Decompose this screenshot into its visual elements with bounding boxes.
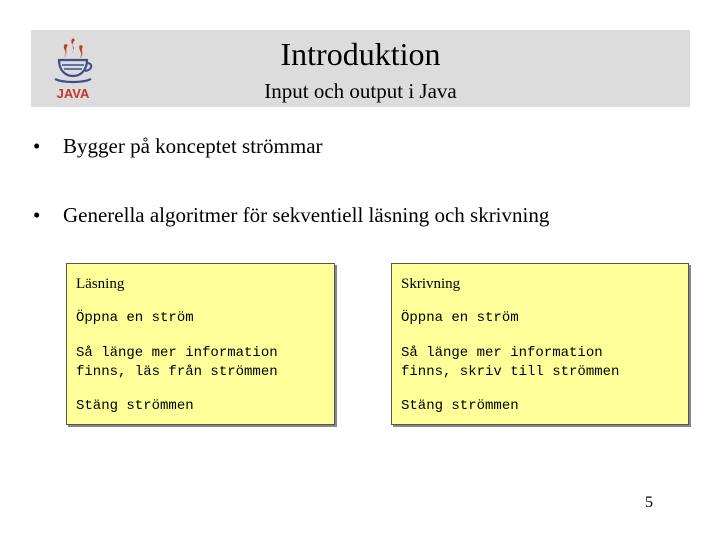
writing-step-open: Öppna en ström xyxy=(401,310,519,326)
bullet-item xyxy=(33,202,549,228)
writing-heading: Skrivning xyxy=(401,276,461,292)
page-title: Introduktion xyxy=(280,36,441,72)
slide-header xyxy=(31,30,690,107)
bullet-marker: • xyxy=(33,134,41,158)
bullet-text: Generella algoritmer för sekventiell läsning och skrivning xyxy=(63,203,550,227)
bullet-item xyxy=(33,133,323,159)
reading-step-close: Stäng strömmen xyxy=(76,398,194,414)
page-number: 5 xyxy=(645,494,653,511)
page-subtitle: Input och output i Java xyxy=(264,79,457,103)
bullet-text: Bygger på konceptet strömmar xyxy=(63,134,323,158)
bullet-marker: • xyxy=(33,203,41,227)
reading-heading: Läsning xyxy=(76,276,125,292)
writing-step-close: Stäng strömmen xyxy=(401,398,519,414)
writing-algorithm-box xyxy=(391,263,689,425)
reading-algorithm-box xyxy=(66,263,335,425)
reading-step-open: Öppna en ström xyxy=(76,310,194,326)
svg-text:JAVA: JAVA xyxy=(56,86,90,101)
writing-step-loop: Så länge mer information finns, skriv till strömmen xyxy=(401,345,620,380)
reading-step-loop: Så länge mer information finns, läs från strömmen xyxy=(76,345,278,380)
